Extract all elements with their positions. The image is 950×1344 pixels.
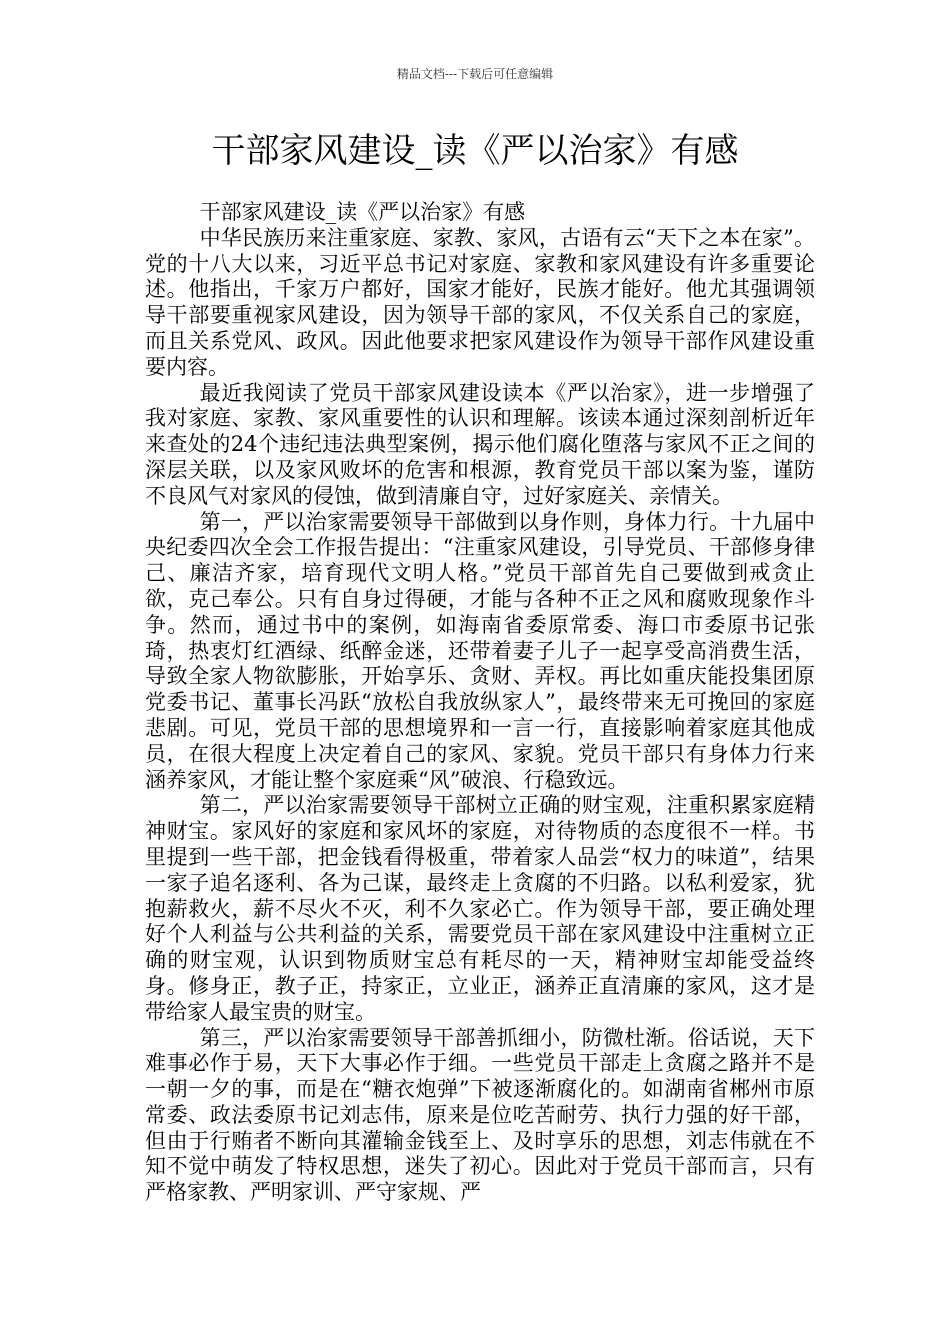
paragraph-second-point: 第二，严以治家需要领导干部树立正确的财宝观，注重积累家庭精神财宝。家风好的家庭和家风坏的家庭，对待物质的态度很不一样。书里提到一些干部，把金钱看得极重，带着家人品尝“权力的味道”，结果一家子追名逐利、各为己谋，最终走上贪腐的不归路。以私利爱家，犹抱薪救火，薪不尽火不灭，利不久家必亡。作为领导干部，要正确处理好个人利益与公共利益的关系，需要党员干部在家风建设中注重树立正确的财宝观，认识到物质财宝总有耗尽的一天，精神财宝却能受益终身。修身正，教子正，持家正，立业正，涵养正直清廉的家风，这才是带给家人最宝贵的财宝。 [145, 793, 815, 1024]
article-body [145, 200, 815, 1206]
paragraph-reading: 最近我阅读了党员干部家风建设读本《严以治家》，进一步增强了我对家庭、家教、家风重要性的认识和理解。该读本通过深刻剖析近年来查处的24个违纪违法典型案例，揭示他们腐化堕落与家风不正之间的深层关联，以及家风败坏的危害和根源，教育党员干部以案为鉴，谨防不良风气对家风的侵蚀，做到清廉自守，过好家庭关、亲情关。 [145, 380, 815, 508]
paragraph-third-point: 第三，严以治家需要领导干部善抓细小，防微杜渐。俗话说，天下难事必作于易，天下大事必作于细。一些党员干部走上贪腐之路并不是一朝一夕的事，而是在“糖衣炮弹”下被逐渐腐化的。如湖南省郴州市原常委、政法委原书记刘志伟，原来是位吃苦耐劳、执行力强的好干部，但由于行贿者不断向其灌输金钱至上、及时享乐的思想，刘志伟就在不知不觉中萌发了特权思想，迷失了初心。因此对于党员干部而言，只有严格家教、严明家训、严守家规、严 [145, 1025, 815, 1205]
paragraph-first-point: 第一，严以治家需要领导干部做到以身作则，身体力行。十九届中央纪委四次全会工作报告提出：“注重家风建设，引导党员、干部修身律己、廉洁齐家，培育现代文明人格。”党员干部首先自己要做到戒贪止欲，克己奉公。只有自身过得硬，才能与各种不正之风和腐败现象作斗争。然而，通过书中的案例，如海南省委原常委、海口市委原书记张琦，热衷灯红酒绿、纸醉金迷，还带着妻子儿子一起享受高消费生活，导致全家人物欲膨胀，开始享乐、贪财、弄权。再比如重庆能投集团原党委书记、董事长冯跃“放松自我放纵家人”，最终带来无可挽回的家庭悲剧。可见，党员干部的思想境界和一言一行，直接影响着家庭其他成员，在很大程度上决定着自己的家风、家貌。党员干部只有身体力行来涵养家风，才能让整个家庭乘“风”破浪、行稳致远。 [145, 509, 815, 792]
page-header-watermark: 精品文档---下载后可任意编辑 [396, 67, 554, 81]
page-title: 干部家风建设_读《严以治家》有感 [211, 131, 739, 171]
paragraph-intro: 中华民族历来注重家庭、家教、家风，古语有云“天下之本在家”。党的十八大以来，习近平总书记对家庭、家教和家风建设有许多重要论述。他指出，千家万户都好，国家才能好，民族才能好。他尤其强调领导干部要重视家风建设，因为领导干部的家风，不仅关系自己的家庭，而且关系党风、政风。因此他要求把家风建设作为领导干部作风建设重要内容。 [145, 225, 815, 379]
paragraph-subtitle: 干部家风建设_读《严以治家》有感 [199, 200, 526, 224]
